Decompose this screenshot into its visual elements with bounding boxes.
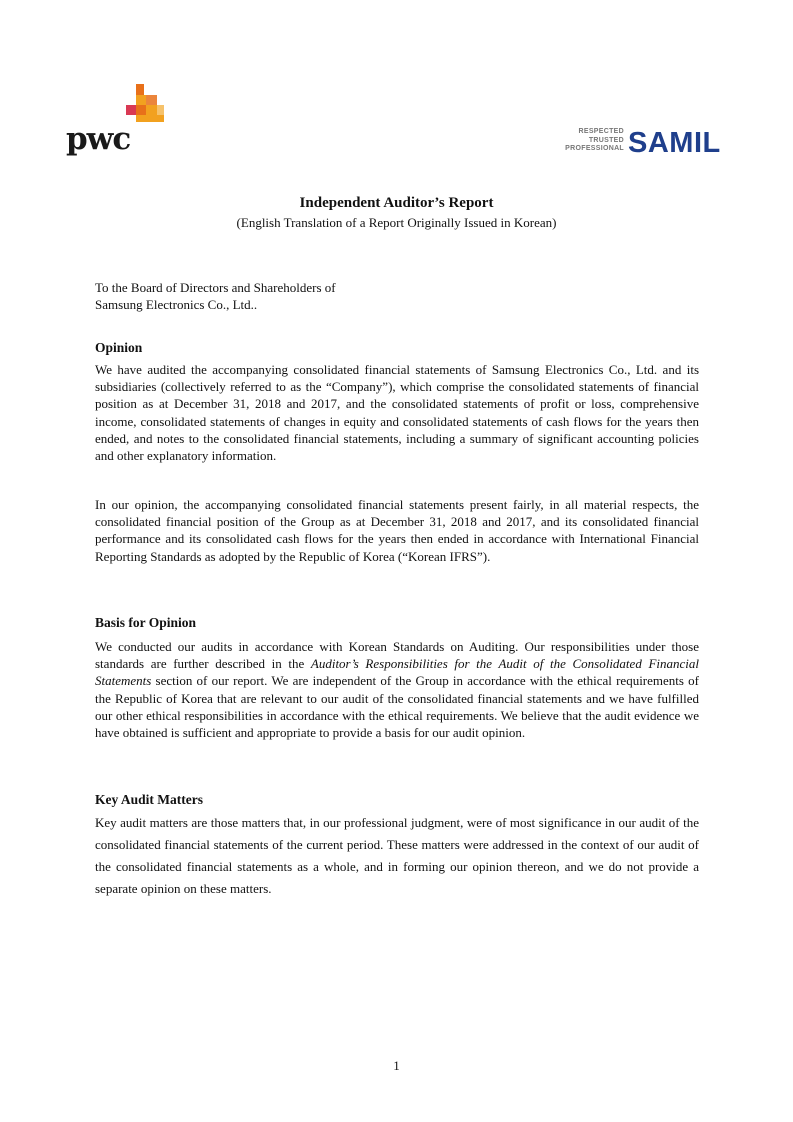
basis-paragraph: We conducted our audits in accordance with Korean Standards on Auditing. Our responsibilities under those standards are further described in the Auditor’s Responsibilities for the Audit of the Consolidated Financial Statements section of our report. We are independent of the Group in accordance with the ethical requirements of the Republic of Korea that are relevant to our audit of the consolidated financial statements and we have fulfilled our other ethical responsibilities in accordance with the ethical requirements. We believe that the audit evidence we have obtained is sufficient and appropriate to provide a basis for our audit opinion. xyxy=(95,639,699,741)
samil-logo xyxy=(562,128,732,162)
basis-italic-reference: Auditor’s Responsibilities for the Audit of the Consolidated Financial Statements xyxy=(95,656,699,689)
samil-tagline: RESPECTED TRUSTED PROFESSIONAL xyxy=(565,128,624,152)
page-number: 1 xyxy=(393,1058,400,1073)
report-subtitle: (English Translation of a Report Originally Issued in Korean) xyxy=(236,215,557,230)
opinion-paragraph-2: In our opinion, the accompanying consolidated financial statements present fairly, in all material respects, the consolidated financial position of the Group as at December 31, 2018 and 2017, and its consolidated financial performance and its consolidated cash flows for the years then ended in accordance with International Financial Reporting Standards as adopted by the Republic of Korea (“Korean IFRS”). xyxy=(95,497,699,564)
basis-heading: Basis for Opinion xyxy=(95,615,197,630)
samil-wordmark: SAMIL xyxy=(628,127,721,159)
report-title: Independent Auditor’s Report xyxy=(299,195,494,211)
key-audit-paragraph: Key audit matters are those matters that, in our professional judgment, were of most significance in our audit of the consolidated financial statements of the current period. These matters were addressed in the context of our audit of the consolidated financial statements as a whole, and in forming our opinion thereon, and we do not provide a separate opinion on these matters. xyxy=(95,815,699,896)
opinion-heading: Opinion xyxy=(95,340,143,355)
addressee-line: Samsung Electronics Co., Ltd.. xyxy=(95,297,258,312)
opinion-paragraph-1: We have audited the accompanying consolidated financial statements of Samsung Electronics Co., Ltd. and its subsidiaries (collectively referred to as the “Company”), which comprise the consolidated statements of financial position as at December 31, 2018 and 2017, and the consolidated statements of profit or loss, comprehensive income, consolidated statements of changes in equity and consolidated statements of cash flows for the years then ended, and notes to the consolidated financial statements, including a summary of significant accounting policies and other explanatory information. xyxy=(95,362,699,464)
pwc-blocks-icon xyxy=(106,84,164,122)
pwc-wordmark: pwc xyxy=(66,121,131,157)
key-audit-heading: Key Audit Matters xyxy=(95,792,203,807)
addressee-line: To the Board of Directors and Shareholders of xyxy=(95,280,336,295)
addressee xyxy=(95,279,336,313)
pwc-logo xyxy=(66,84,166,156)
